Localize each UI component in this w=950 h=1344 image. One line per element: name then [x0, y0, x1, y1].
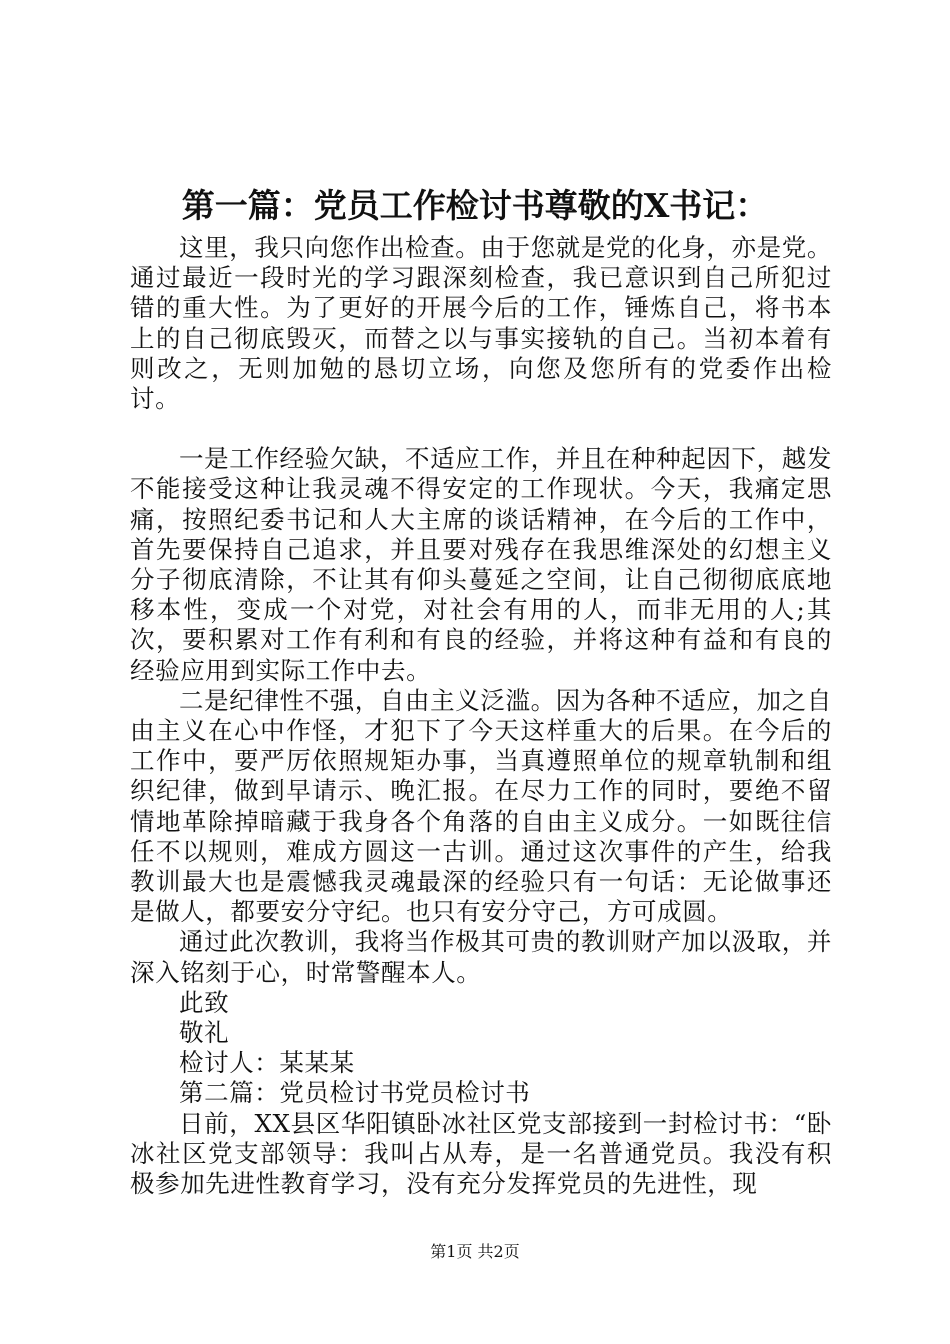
paragraph-conclusion: 通过此次教训，我将当作极其可贵的教训财产加以汲取，并深入铭刻于心，时常警醒本人。: [130, 927, 832, 987]
closing-respect: 敬礼: [179, 1018, 230, 1048]
second-article-heading: 第二篇：党员检讨书党员检讨书: [179, 1078, 531, 1108]
signature-line: 检讨人：某某某: [179, 1048, 355, 1078]
page-indicator: 第1页 共2页: [430, 1242, 520, 1261]
paragraph-gap: [130, 414, 832, 444]
paragraph-point-one: 一是工作经验欠缺，不适应工作，并且在种种起因下，越发不能接受这种让我灵魂不得安定的工作现状。今天，我痛定思痛，按照纪委书记和人大主席的谈话精神，在今后的工作中，首先要保持自己追求，并且要对残存在我思维深处的幻想主义分子彻底清除，不让其有仰头蔓延之空间，让自己彻彻底底地移本性，变成一个对党，对社会有用的人，而非无用的人;其次，要积累对工作有利和有良的经验，并将这种有益和有良的经验应用到实际工作中去。: [130, 444, 832, 685]
second-article-paragraph: 日前，XX县区华阳镇卧冰社区党支部接到一封检讨书：“卧冰社区党支部领导：我叫占从寿，是一名普通党员。我没有积极参加先进性教育学习，没有充分发挥党员的先进性，现: [130, 1108, 832, 1199]
paragraph-point-two: 二是纪律性不强，自由主义泛滥。因为各种不适应，加之自由主义在心中作怪，才犯下了今天这样重大的后果。在今后的工作中，要严厉依照规矩办事，当真遵照单位的规章轨制和组织纪律，做到早请示、晚汇报。在尽力工作的同时，要绝不留情地革除掉暗藏于我身各个角落的自由主义成分。一如既往信任不以规则，难成方圆这一古训。通过这次事件的产生，给我教训最大也是震憾我灵魂最深的经验只有一句话：无论做事还是做人，都要安分守纪。也只有安分守己，方可成圆。: [130, 685, 832, 927]
document-title: 第一篇：党员工作检讨书尊敬的X书记：: [181, 186, 769, 225]
closing-salutation: 此致: [179, 987, 230, 1017]
paragraph-intro: 这里，我只向您作出检查。由于您就是党的化身，亦是党。通过最近一段时光的学习跟深刻检查，我已意识到自己所犯过错的重大性。为了更好的开展今后的工作，锤炼自己，将书本上的自己彻底毁灭，而替之以与事实接轨的自己。当初本着有则改之，无则加勉的恳切立场，向您及您所有的党委作出检讨。: [130, 233, 832, 414]
document-body: [130, 233, 832, 1199]
